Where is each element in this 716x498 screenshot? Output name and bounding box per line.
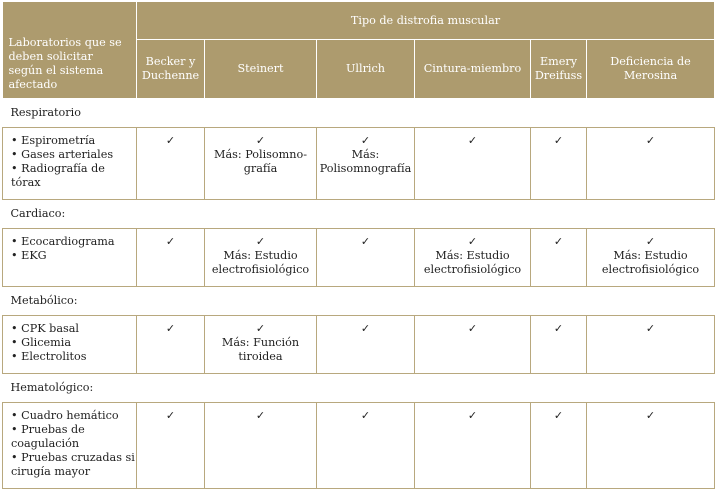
table-cell bbox=[317, 403, 415, 489]
table-cell bbox=[531, 128, 587, 200]
tests-cell bbox=[3, 403, 137, 489]
table-cell bbox=[415, 128, 531, 200]
list-item: • Cuadro hemático bbox=[11, 409, 136, 423]
check-icon: ✓ bbox=[645, 409, 656, 422]
check-icon: ✓ bbox=[360, 134, 371, 147]
cell-note: Más: Polisomnografía bbox=[319, 148, 412, 175]
table-cell bbox=[415, 403, 531, 489]
table-cell bbox=[587, 229, 715, 287]
section-row-metabolico bbox=[3, 287, 715, 316]
check-icon: ✓ bbox=[165, 235, 176, 248]
table-cell bbox=[205, 229, 317, 287]
table-cell bbox=[317, 229, 415, 287]
check-icon: ✓ bbox=[255, 322, 266, 335]
table-cell bbox=[137, 229, 205, 287]
check-icon: ✓ bbox=[645, 235, 656, 248]
check-icon: ✓ bbox=[467, 134, 478, 147]
column-header-steinert: Steinert bbox=[205, 40, 317, 99]
tests-cell bbox=[3, 229, 137, 287]
table-cell bbox=[205, 403, 317, 489]
section-title: Respiratorio bbox=[3, 99, 715, 128]
table-cell bbox=[205, 128, 317, 200]
check-icon: ✓ bbox=[360, 235, 371, 248]
list-item: • EKG bbox=[11, 249, 136, 263]
table-cell bbox=[317, 316, 415, 374]
table-cell bbox=[531, 403, 587, 489]
group-title: Tipo de distrofia muscular bbox=[137, 2, 715, 40]
column-header-ullrich: Ullrich bbox=[317, 40, 415, 99]
check-icon: ✓ bbox=[645, 322, 656, 335]
check-icon: ✓ bbox=[165, 409, 176, 422]
table-cell bbox=[531, 229, 587, 287]
check-icon: ✓ bbox=[255, 235, 266, 248]
list-item: • Pruebas cruzadas si cirugía mayor bbox=[11, 451, 136, 479]
check-icon: ✓ bbox=[165, 322, 176, 335]
table-row bbox=[3, 229, 715, 287]
row-label-header: Laboratorios que se deben solicitar según el sistema afectado bbox=[3, 2, 137, 99]
section-title: Metabólico: bbox=[3, 287, 715, 316]
list-item: • Electrolitos bbox=[11, 350, 136, 364]
check-icon: ✓ bbox=[553, 409, 564, 422]
table-cell bbox=[137, 316, 205, 374]
section-row-cardiaco bbox=[3, 200, 715, 229]
cell-note: Más: Estudio electrofisiológico bbox=[601, 249, 700, 276]
list-item: • Espirometría bbox=[11, 134, 136, 148]
tests-cell bbox=[3, 128, 137, 200]
cell-note: Más: Polisomno-grafía bbox=[214, 148, 307, 175]
table-row bbox=[3, 128, 715, 200]
check-icon: ✓ bbox=[645, 134, 656, 147]
column-header-becker-duchenne: Becker y Duchenne bbox=[137, 40, 205, 99]
check-icon: ✓ bbox=[360, 322, 371, 335]
table-row bbox=[3, 403, 715, 489]
check-icon: ✓ bbox=[553, 322, 564, 335]
list-item: • Ecocardiograma bbox=[11, 235, 136, 249]
table-cell bbox=[587, 128, 715, 200]
table-cell bbox=[415, 229, 531, 287]
check-icon: ✓ bbox=[360, 409, 371, 422]
list-item: • CPK basal bbox=[11, 322, 136, 336]
check-icon: ✓ bbox=[553, 134, 564, 147]
list-item: • Gases arteriales bbox=[11, 148, 136, 162]
section-title: Cardiaco: bbox=[3, 200, 715, 229]
section-row-respiratorio bbox=[3, 99, 715, 128]
check-icon: ✓ bbox=[255, 134, 266, 147]
check-icon: ✓ bbox=[553, 235, 564, 248]
check-icon: ✓ bbox=[467, 322, 478, 335]
check-icon: ✓ bbox=[255, 409, 266, 422]
table-cell bbox=[137, 128, 205, 200]
section-row-hematologico bbox=[3, 374, 715, 403]
check-icon: ✓ bbox=[467, 235, 478, 248]
section-title: Hematológico: bbox=[3, 374, 715, 403]
table-row bbox=[3, 316, 715, 374]
check-icon: ✓ bbox=[467, 409, 478, 422]
check-icon: ✓ bbox=[165, 134, 176, 147]
header-row-top bbox=[3, 2, 715, 40]
table-cell bbox=[415, 316, 531, 374]
list-item: • Pruebas de coagulación bbox=[11, 423, 136, 451]
cell-note: Más: Estudio electrofisiológico bbox=[211, 249, 310, 276]
table-cell bbox=[137, 403, 205, 489]
list-item: • Glicemia bbox=[11, 336, 136, 350]
table-cell bbox=[587, 403, 715, 489]
cell-note: Más: Estudio electrofisiológico bbox=[423, 249, 522, 276]
table-cell bbox=[587, 316, 715, 374]
tests-cell bbox=[3, 316, 137, 374]
cell-note: Más: Función tiroidea bbox=[221, 336, 300, 363]
table-cell bbox=[317, 128, 415, 200]
column-header-cintura-miembro: Cintura-miembro bbox=[415, 40, 531, 99]
list-item: • Radiografía de tórax bbox=[11, 162, 136, 190]
dystrophy-lab-table bbox=[2, 2, 715, 489]
column-header-merosina: Deficiencia de Merosina bbox=[587, 40, 715, 99]
table-cell bbox=[531, 316, 587, 374]
column-header-emery-dreifuss: Emery Dreifuss bbox=[531, 40, 587, 99]
table-cell bbox=[205, 316, 317, 374]
